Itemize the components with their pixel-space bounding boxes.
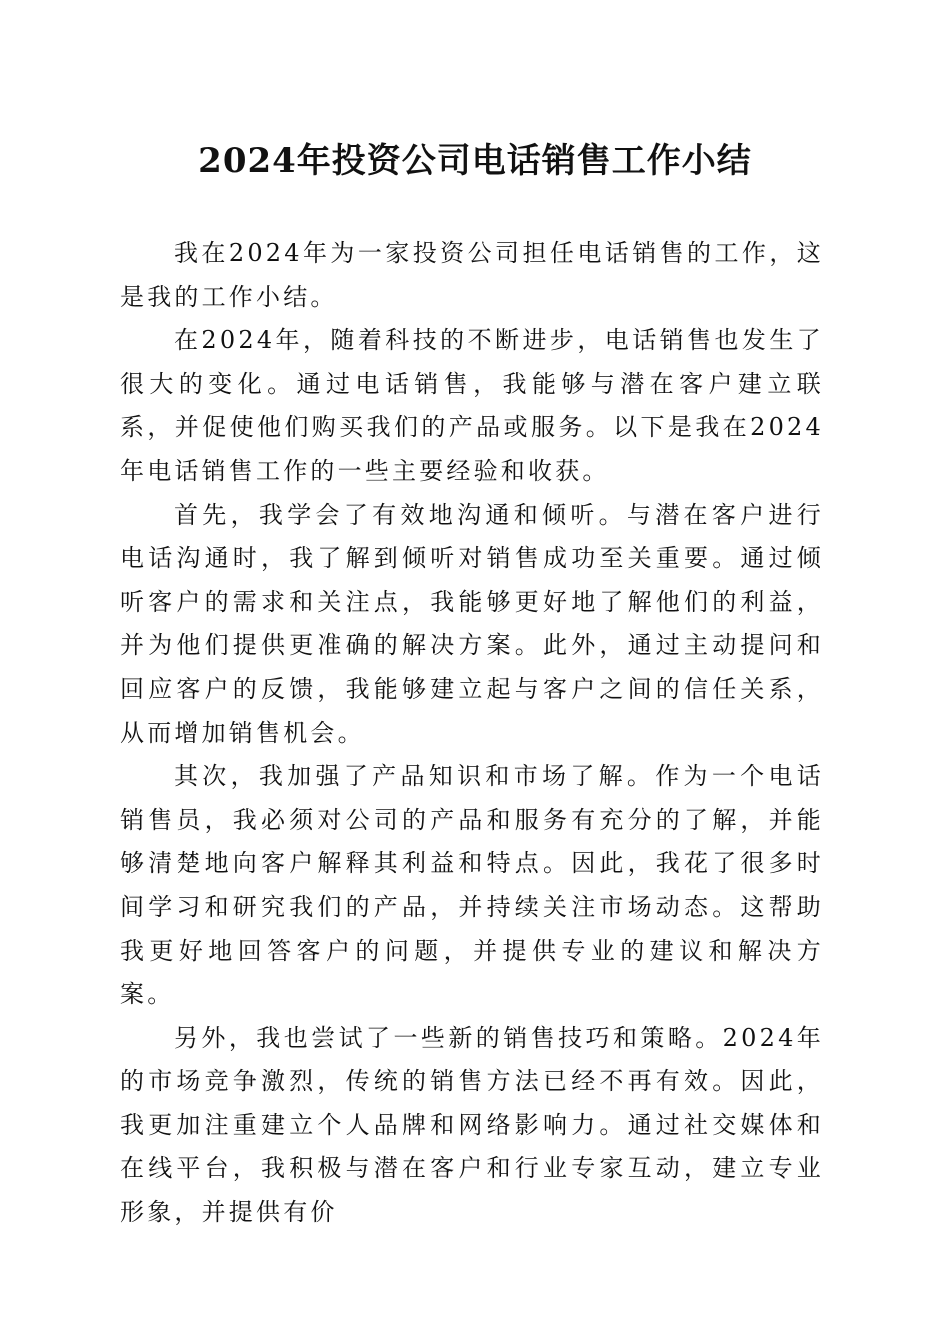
document-body bbox=[120, 232, 824, 1235]
paragraph-3: 首先，我学会了有效地沟通和倾听。与潜在客户进行电话沟通时，我了解到倾听对销售成功至关重要。通过倾听客户的需求和关注点，我能够更好地了解他们的利益，并为他们提供更准确的解决方案。此外，通过主动提问和回应客户的反馈，我能够建立起与客户之间的信任关系，从而增加销售机会。 bbox=[120, 500, 824, 747]
paragraph-5: 另外，我也尝试了一些新的销售技巧和策略。2024年的市场竞争激烈，传统的销售方法已经不再有效。因此，我更加注重建立个人品牌和网络影响力。通过社交媒体和在线平台，我积极与潜在客户和行业专家互动，建立专业形象，并提供有价 bbox=[120, 1023, 824, 1227]
paragraph-4: 其次，我加强了产品知识和市场了解。作为一个电话销售员，我必须对公司的产品和服务有充分的了解，并能够清楚地向客户解释其利益和特点。因此，我花了很多时间学习和研究我们的产品，并持续关注市场动态。这帮助我更好地回答客户的问题，并提供专业的建议和解决方案。 bbox=[120, 762, 824, 1009]
paragraph-2: 在2024年，随着科技的不断进步，电话销售也发生了很大的变化。通过电话销售，我能够与潜在客户建立联系，并促使他们购买我们的产品或服务。以下是我在2024年电话销售工作的一些主要经验和收获。 bbox=[120, 326, 824, 485]
paragraph-1: 我在2024年为一家投资公司担任电话销售的工作，这是我的工作小结。 bbox=[120, 239, 824, 311]
document-title: 2024年投资公司电话销售工作小结 bbox=[198, 141, 752, 181]
